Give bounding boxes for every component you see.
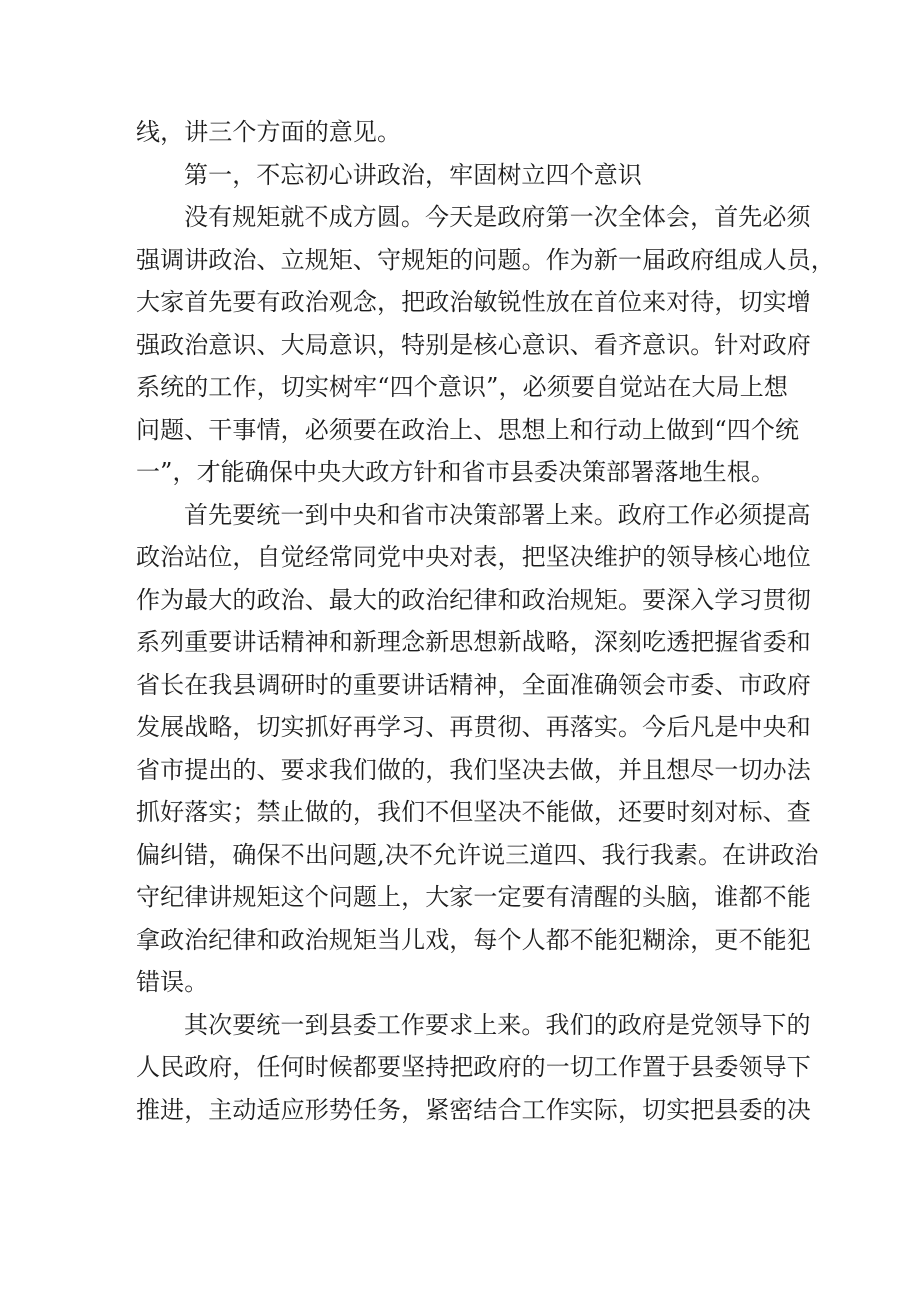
text-line: 拿政治纪律和政治规矩当儿戏，每个人都不能犯糊涂，更不能犯	[136, 925, 811, 954]
text-line: 政治站位，自觉经常同党中央对表，把坚决维护的领导核心地位	[136, 543, 811, 571]
text-line: 错误。	[136, 968, 209, 996]
text-line: 偏纠错，确保不出问题,决不允许说三道四、我行我素。在讲政治	[136, 840, 819, 869]
text-line: 人民政府，任何时候都要坚持把政府的一切工作置于县委领导下	[136, 1053, 811, 1081]
text-line: 大家首先要有政治观念，把政治敏锐性放在首位来对待，切实增	[136, 288, 811, 316]
text-line: 一”，才能确保中央大政方针和省市县委决策部署落地生根。	[136, 458, 775, 486]
text-line: 系统的工作，切实树牢“四个意识”，必须要自觉站在大局上想	[136, 373, 788, 401]
text-line: 强调讲政治、立规矩、守规矩的问题。作为新一届政府组成人员，	[136, 245, 835, 274]
body-text	[136, 111, 835, 1131]
text-line: 省市提出的、要求我们做的，我们坚决去做，并且想尽一切办法	[136, 755, 811, 784]
text-line: 首先要统一到中央和省市决策部署上来。政府工作必须提高	[184, 500, 811, 529]
text-line: 省长在我县调研时的重要讲话精神，全面准确领会市委、市政府	[136, 670, 811, 699]
text-line: 其次要统一到县委工作要求上来。我们的政府是党领导下的	[184, 1010, 811, 1039]
text-line: 系列重要讲话精神和新理念新思想新战略，深刻吃透把握省委和	[136, 628, 811, 656]
text-line: 作为最大的政治、最大的政治纪律和政治规矩。要深入学习贯彻	[136, 585, 811, 614]
section-heading: 第一，不忘初心讲政治，牢固树立四个意识	[184, 160, 642, 189]
text-line: 强政治意识、大局意识，特别是核心意识、看齐意识。针对政府	[136, 330, 811, 359]
text-line: 没有规矩就不成方圆。今天是政府第一次全体会，首先必须	[184, 203, 811, 231]
text-line: 线，讲三个方面的意见。	[136, 118, 402, 146]
text-line: 抓好落实；禁止做的，我们不但坚决不能做，还要时刻对标、查	[136, 798, 811, 826]
text-line: 发展战略，切实抓好再学习、再贯彻、再落实。今后凡是中央和	[136, 713, 811, 741]
text-line: 问题、干事情，必须要在政治上、思想上和行动上做到“四个统	[136, 415, 800, 444]
text-line: 推进，主动适应形势任务，紧密结合工作实际，切实把县委的决	[136, 1095, 811, 1124]
text-line: 守纪律讲规矩这个问题上，大家一定要有清醒的头脑，谁都不能	[136, 883, 811, 911]
